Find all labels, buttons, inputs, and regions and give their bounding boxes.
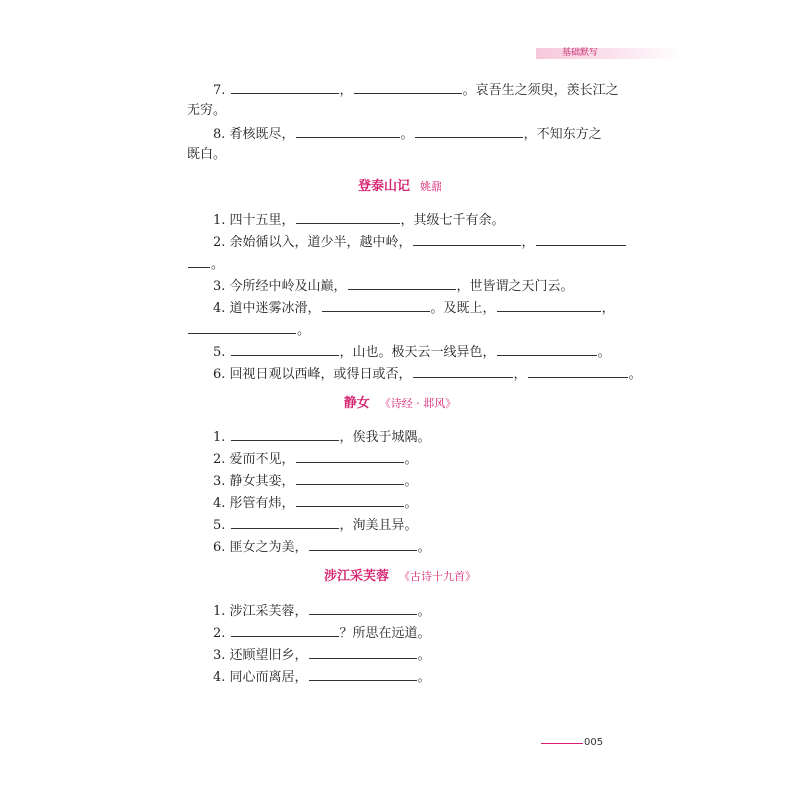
line-text: 。 — [404, 474, 418, 489]
exercise-line — [213, 600, 431, 620]
line-text: 6. 回视日观以西峰，或得日或否， — [213, 367, 412, 382]
line-text: 。 — [400, 127, 414, 142]
line-text: 既白。 — [187, 147, 227, 162]
exercise-line — [213, 622, 431, 642]
line-text: 。 — [417, 648, 431, 663]
exercise-line — [213, 297, 615, 317]
answer-blank[interactable] — [296, 448, 404, 463]
answer-blank[interactable] — [413, 363, 513, 378]
exercise-line — [213, 644, 431, 664]
answer-blank[interactable] — [231, 514, 339, 529]
answer-blank[interactable] — [497, 341, 597, 356]
exercise-line-7 — [213, 79, 619, 99]
line-text: 。 — [404, 452, 418, 467]
answer-blank[interactable] — [296, 470, 404, 485]
answer-blank[interactable] — [413, 231, 521, 246]
answer-blank[interactable] — [296, 123, 400, 138]
section-author: 姚鼐 — [420, 180, 442, 193]
line-text: ，洵美且异。 — [339, 518, 418, 533]
line-text: 1. 涉江采芙蓉， — [213, 604, 308, 619]
answer-blank[interactable] — [354, 79, 462, 94]
line-text: 。 — [597, 345, 611, 360]
line-text: 7. — [213, 83, 226, 98]
exercise-line — [213, 470, 418, 490]
answer-blank[interactable] — [231, 79, 339, 94]
line-text: 4. 道中迷雾冰滑， — [213, 301, 321, 316]
line-text: 。哀吾生之须臾，羡长江之 — [462, 83, 619, 98]
answer-blank[interactable] — [415, 123, 523, 138]
line-text: 。 — [211, 257, 225, 272]
line-text: 3. 还顾望旧乡， — [213, 648, 308, 663]
exercise-line — [213, 666, 431, 686]
exercise-line — [213, 209, 505, 229]
answer-blank[interactable] — [231, 341, 339, 356]
line-text: 。 — [417, 604, 431, 619]
line-text: 。 — [297, 323, 311, 338]
exercise-line — [213, 536, 431, 556]
line-text: 。及既上， — [430, 301, 496, 316]
line-text: ， — [521, 235, 535, 250]
page-number: 005 — [584, 737, 604, 748]
line-text: 。 — [404, 496, 418, 511]
section-title-3 — [0, 567, 800, 587]
exercise-line — [213, 514, 418, 534]
line-text: 无穷。 — [187, 103, 227, 118]
line-text: ， — [339, 83, 353, 98]
line-text: 5. — [213, 518, 226, 533]
answer-blank[interactable] — [231, 622, 339, 637]
answer-blank[interactable] — [188, 253, 210, 268]
line-text: 2. 余始循以入，道少半，越中岭， — [213, 235, 412, 250]
answer-blank[interactable] — [309, 644, 417, 659]
answer-blank[interactable] — [322, 297, 430, 312]
exercise-line — [213, 426, 431, 446]
header-bar — [536, 48, 682, 59]
section-author: 《古诗十九首》 — [399, 570, 476, 583]
header-label: 基础默写 — [562, 48, 599, 58]
line-text: 4. 同心而离居， — [213, 670, 308, 685]
answer-blank[interactable] — [497, 297, 601, 312]
exercise-line — [213, 231, 627, 251]
line-text: ，不知东方之 — [523, 127, 602, 142]
section-title-text: 静女 — [343, 396, 370, 411]
answer-blank[interactable] — [309, 536, 417, 551]
exercise-line-7-cont — [187, 101, 226, 121]
line-text: 3. 静女其娈， — [213, 474, 295, 489]
answer-blank[interactable] — [528, 363, 628, 378]
answer-blank[interactable] — [309, 666, 417, 681]
line-text: ，俟我于城隅。 — [339, 430, 431, 445]
section-title-1 — [0, 177, 800, 197]
exercise-line — [213, 275, 574, 295]
line-text: 1. — [213, 430, 226, 445]
line-text: 。 — [628, 367, 642, 382]
exercise-line-cont — [187, 253, 224, 273]
line-text: ， — [601, 301, 615, 316]
answer-blank[interactable] — [309, 600, 417, 615]
answer-blank[interactable] — [296, 209, 400, 224]
exercise-line — [213, 492, 418, 512]
line-text: ，其级七千有余。 — [400, 213, 505, 228]
line-text: 4. 彤管有炜， — [213, 496, 295, 511]
section-title-text: 涉江采芙蓉 — [323, 569, 389, 584]
exercise-line-cont — [187, 319, 310, 339]
section-author: 《诗经 · 邶风》 — [379, 397, 457, 410]
exercise-line — [213, 448, 418, 468]
exercise-line — [213, 341, 611, 361]
line-text: ？所思在远道。 — [339, 626, 431, 641]
line-text: 3. 今所经中岭及山巅， — [213, 279, 347, 294]
line-text: 5. — [213, 345, 226, 360]
line-text: 2. — [213, 626, 226, 641]
line-text: 6. 匪女之为美， — [213, 540, 308, 555]
answer-blank[interactable] — [231, 426, 339, 441]
answer-blank[interactable] — [536, 231, 626, 246]
answer-blank[interactable] — [348, 275, 456, 290]
exercise-line-8-cont — [187, 145, 226, 165]
line-text: ， — [513, 367, 527, 382]
answer-blank[interactable] — [296, 492, 404, 507]
line-text: 8. 肴核既尽， — [213, 127, 295, 142]
section-title-text: 登泰山记 — [357, 179, 410, 194]
line-text: 。 — [417, 670, 431, 685]
exercise-line-8 — [213, 123, 602, 143]
line-text: 2. 爱而不见， — [213, 452, 295, 467]
line-text: 1. 四十五里， — [213, 213, 295, 228]
section-title-2 — [0, 394, 800, 414]
line-text: ，山也。极天云一线异色， — [339, 345, 496, 360]
answer-blank[interactable] — [188, 319, 296, 334]
line-text: 。 — [417, 540, 431, 555]
line-text: ，世皆谓之天门云。 — [456, 279, 574, 294]
exercise-line — [213, 363, 642, 383]
footer-rule — [541, 743, 583, 744]
